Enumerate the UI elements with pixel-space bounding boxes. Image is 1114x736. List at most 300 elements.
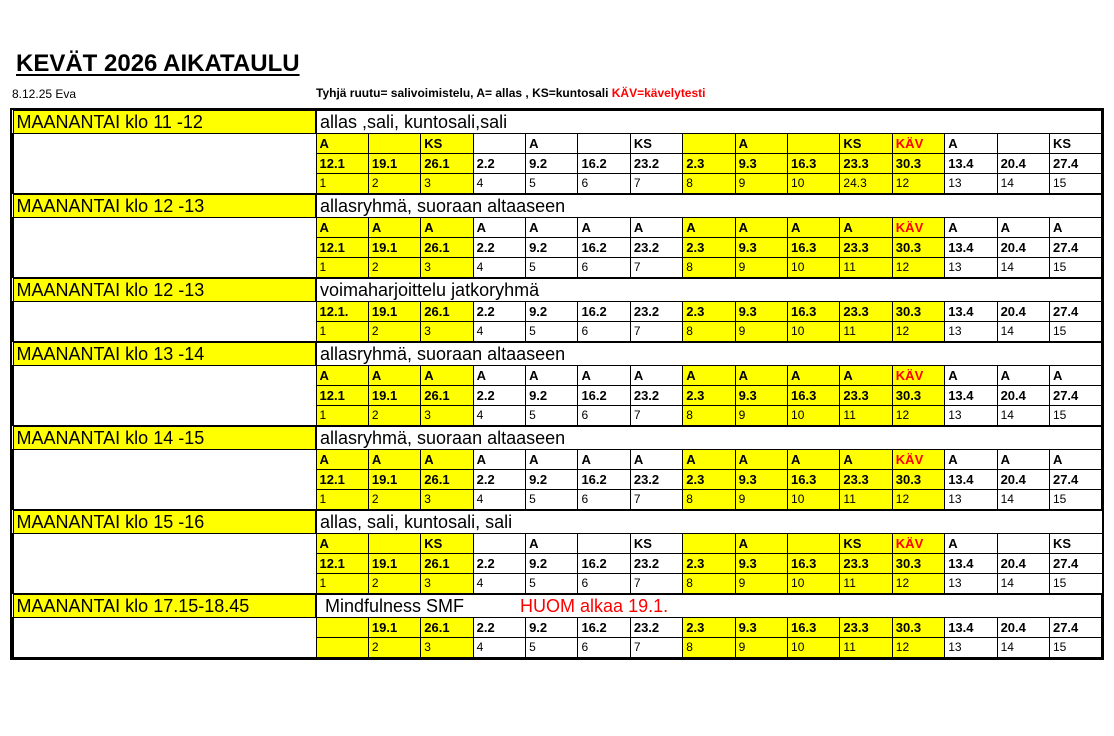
- num-cell: 10: [788, 490, 840, 510]
- date-cell: 16.3: [788, 154, 840, 174]
- date-cell: 26.1: [421, 386, 473, 406]
- date-cell: 12.1: [316, 470, 368, 490]
- num-cell: 15: [1049, 322, 1101, 342]
- num-cell: 12: [892, 174, 944, 194]
- type-cell: A: [368, 366, 420, 386]
- num-cell: 5: [526, 258, 578, 278]
- date-cell: 12.1: [316, 386, 368, 406]
- date-cell: [316, 618, 368, 638]
- schedule-block: [12, 594, 1102, 658]
- date-cell: 9.2: [526, 302, 578, 322]
- table-row: [13, 366, 1102, 386]
- description-text: allasryhmä, suoraan altaaseen: [320, 344, 566, 364]
- type-cell: KÄV: [892, 134, 944, 154]
- date-cell: 2.2: [473, 154, 525, 174]
- num-cell: 1: [316, 258, 368, 278]
- type-cell: A: [735, 366, 787, 386]
- num-cell: 12: [892, 322, 944, 342]
- date-cell: 19.1: [368, 386, 420, 406]
- date-cell: 13.4: [945, 386, 997, 406]
- date-cell: 20.4: [997, 386, 1049, 406]
- type-cell: A: [368, 218, 420, 238]
- date-cell: 23.3: [840, 386, 892, 406]
- num-cell: 4: [473, 258, 525, 278]
- date-cell: 27.4: [1049, 238, 1101, 258]
- num-cell: 1: [316, 174, 368, 194]
- type-cell: A: [630, 366, 682, 386]
- table-row: [13, 134, 1102, 154]
- num-cell: 8: [683, 490, 735, 510]
- type-cell: A: [735, 218, 787, 238]
- type-cell: [997, 534, 1049, 554]
- num-cell: 12: [892, 638, 944, 658]
- num-cell: 6: [578, 174, 630, 194]
- type-cell: A: [840, 450, 892, 470]
- blank-cell: [13, 534, 316, 594]
- description-text: allas, sali, kuntosali, sali: [320, 512, 513, 532]
- type-cell: KS: [630, 134, 682, 154]
- type-cell: A: [945, 366, 997, 386]
- num-cell: 10: [788, 322, 840, 342]
- type-cell: A: [368, 450, 420, 470]
- type-cell: KÄV: [892, 366, 944, 386]
- description-text: Mindfulness SMF: [320, 596, 465, 616]
- num-cell: 15: [1049, 574, 1102, 594]
- type-cell: KS: [840, 534, 892, 554]
- date-cell: 9.3: [735, 154, 787, 174]
- page-title: KEVÄT 2026 AIKATAULU: [16, 50, 300, 77]
- num-cell: 13: [945, 490, 997, 510]
- num-cell: 7: [630, 638, 682, 658]
- num-cell: 11: [840, 490, 892, 510]
- date-cell: 16.3: [788, 238, 840, 258]
- date-cell: 12.1.: [316, 302, 368, 322]
- num-cell: 8: [683, 258, 735, 278]
- date-cell: 30.3: [892, 618, 944, 638]
- date-cell: 16.2: [578, 302, 630, 322]
- date-cell: 27.4: [1049, 470, 1101, 490]
- num-cell: 5: [526, 638, 578, 658]
- num-cell: 8: [683, 638, 735, 658]
- num-cell: 14: [997, 322, 1049, 342]
- type-cell: KS: [1049, 534, 1102, 554]
- group-name: MAANANTAI klo 12 -13: [13, 195, 316, 218]
- type-cell: A: [945, 450, 997, 470]
- type-cell: A: [945, 218, 997, 238]
- num-cell: 5: [526, 174, 578, 194]
- date-cell: 26.1: [421, 554, 473, 574]
- schedule-block: [12, 510, 1103, 594]
- num-cell: [316, 638, 368, 658]
- num-cell: 7: [630, 258, 682, 278]
- num-cell: 2: [368, 174, 420, 194]
- schedule-block: [12, 194, 1102, 278]
- type-cell: A: [683, 450, 735, 470]
- date-cell: 30.3: [892, 470, 944, 490]
- num-cell: 9: [735, 574, 787, 594]
- type-cell: A: [526, 134, 578, 154]
- num-cell: 11: [840, 574, 892, 594]
- date-cell: 16.3: [788, 302, 840, 322]
- date-cell: 23.3: [840, 302, 892, 322]
- num-cell: 9: [735, 174, 787, 194]
- date-cell: 23.3: [840, 618, 892, 638]
- type-cell: [578, 134, 630, 154]
- num-cell: 11: [840, 322, 892, 342]
- date-cell: 23.2: [630, 302, 682, 322]
- type-cell: [473, 534, 525, 554]
- date-cell: 27.4: [1049, 386, 1101, 406]
- num-cell: 9: [735, 638, 787, 658]
- date-cell: 9.2: [526, 154, 578, 174]
- date-cell: 16.3: [788, 470, 840, 490]
- num-cell: 3: [421, 322, 473, 342]
- blank-cell: [13, 450, 316, 510]
- description-text: voimaharjoittelu jatkoryhmä: [320, 280, 540, 300]
- type-cell: A: [997, 450, 1049, 470]
- num-cell: 14: [997, 258, 1049, 278]
- date-cell: 9.2: [526, 470, 578, 490]
- legend: [316, 86, 706, 100]
- num-cell: 2: [368, 258, 420, 278]
- type-cell: A: [578, 450, 630, 470]
- date-cell: 16.2: [578, 386, 630, 406]
- type-cell: A: [788, 450, 840, 470]
- date-cell: 20.4: [997, 238, 1049, 258]
- num-cell: 11: [840, 258, 892, 278]
- table-row: [13, 534, 1102, 554]
- type-cell: A: [316, 450, 368, 470]
- type-cell: [788, 134, 840, 154]
- date-cell: 2.3: [683, 238, 735, 258]
- num-cell: 1: [316, 406, 368, 426]
- type-cell: [683, 134, 735, 154]
- num-cell: 6: [578, 638, 630, 658]
- date-cell: 12.1: [316, 554, 368, 574]
- date-cell: 27.4: [1049, 154, 1102, 174]
- date-cell: 16.3: [788, 554, 840, 574]
- date-cell: 23.3: [840, 470, 892, 490]
- type-cell: A: [683, 366, 735, 386]
- num-cell: 4: [473, 574, 525, 594]
- type-cell: KÄV: [892, 534, 944, 554]
- type-cell: KS: [421, 134, 473, 154]
- num-cell: 3: [421, 174, 473, 194]
- date-cell: 9.3: [735, 302, 787, 322]
- num-cell: 2: [368, 574, 420, 594]
- schedule-table: [10, 108, 1104, 660]
- num-cell: 5: [526, 322, 578, 342]
- date-cell: 2.2: [473, 386, 525, 406]
- date-cell: 23.2: [630, 554, 682, 574]
- num-cell: 9: [735, 406, 787, 426]
- num-cell: 6: [578, 258, 630, 278]
- date-cell: 19.1: [368, 554, 420, 574]
- date-cell: 16.2: [578, 238, 630, 258]
- description-text: allas ,sali, kuntosali,sali: [320, 112, 508, 132]
- type-cell: A: [788, 218, 840, 238]
- type-cell: A: [630, 218, 682, 238]
- type-cell: KS: [1049, 134, 1102, 154]
- num-cell: 6: [578, 490, 630, 510]
- description-note: HUOM alkaa 19.1.: [520, 596, 669, 616]
- type-cell: A: [316, 218, 368, 238]
- date-cell: 20.4: [997, 618, 1049, 638]
- legend-text: Tyhjä ruutu= salivoimistelu, A= allas , KS=kuntosali: [316, 86, 612, 100]
- num-cell: 1: [316, 490, 368, 510]
- date-cell: 9.2: [526, 618, 578, 638]
- num-cell: 6: [578, 406, 630, 426]
- type-cell: A: [316, 366, 368, 386]
- type-cell: A: [526, 218, 578, 238]
- num-cell: 15: [1049, 258, 1101, 278]
- num-cell: 7: [630, 490, 682, 510]
- group-description: [316, 279, 1102, 302]
- type-cell: A: [473, 366, 525, 386]
- date-cell: 12.1: [316, 154, 368, 174]
- date-cell: 23.2: [630, 154, 682, 174]
- date-cell: 19.1: [368, 154, 420, 174]
- type-cell: A: [735, 534, 787, 554]
- date-cell: 16.2: [578, 554, 630, 574]
- group-description: [316, 511, 1102, 534]
- type-cell: A: [997, 218, 1049, 238]
- num-cell: 7: [630, 174, 682, 194]
- date-cell: 27.4: [1049, 554, 1102, 574]
- date-cell: 26.1: [421, 238, 473, 258]
- group-description: [316, 111, 1102, 134]
- num-cell: 14: [997, 406, 1049, 426]
- num-cell: 14: [997, 174, 1049, 194]
- num-cell: 1: [316, 574, 368, 594]
- date-cell: 9.2: [526, 386, 578, 406]
- num-cell: 3: [421, 406, 473, 426]
- type-cell: A: [578, 218, 630, 238]
- type-cell: A: [735, 450, 787, 470]
- blank-cell: [13, 218, 316, 278]
- num-cell: 12: [892, 574, 944, 594]
- num-cell: 13: [945, 322, 997, 342]
- type-cell: A: [1049, 450, 1101, 470]
- type-cell: A: [945, 534, 997, 554]
- num-cell: 15: [1049, 174, 1102, 194]
- group-name: MAANANTAI klo 17.15-18.45: [13, 595, 316, 618]
- num-cell: 3: [421, 490, 473, 510]
- group-name: MAANANTAI klo 12 -13: [13, 279, 316, 302]
- date-cell: 19.1: [368, 618, 420, 638]
- num-cell: 15: [1049, 406, 1101, 426]
- num-cell: 3: [421, 258, 473, 278]
- type-cell: KÄV: [892, 450, 944, 470]
- date-cell: 23.3: [840, 238, 892, 258]
- type-cell: KS: [421, 534, 473, 554]
- type-cell: [473, 134, 525, 154]
- date-cell: 20.4: [997, 470, 1049, 490]
- legend-walking-test: KÄV=kävelytesti: [611, 86, 706, 100]
- num-cell: 5: [526, 490, 578, 510]
- date-cell: 2.3: [683, 154, 735, 174]
- type-cell: [997, 134, 1049, 154]
- num-cell: 7: [630, 406, 682, 426]
- date-cell: 26.1: [421, 470, 473, 490]
- date-author: 8.12.25 Eva: [12, 87, 77, 101]
- type-cell: A: [473, 218, 525, 238]
- num-cell: 8: [683, 574, 735, 594]
- date-cell: 13.4: [945, 470, 997, 490]
- num-cell: 9: [735, 322, 787, 342]
- num-cell: 5: [526, 406, 578, 426]
- date-cell: 2.3: [683, 470, 735, 490]
- type-cell: A: [421, 218, 473, 238]
- date-cell: 9.2: [526, 554, 578, 574]
- group-name: MAANANTAI klo 13 -14: [13, 343, 316, 366]
- table-row: [13, 218, 1102, 238]
- date-cell: 2.2: [473, 302, 525, 322]
- num-cell: 13: [945, 258, 997, 278]
- date-cell: 27.4: [1049, 302, 1101, 322]
- type-cell: A: [840, 218, 892, 238]
- date-cell: 13.4: [945, 238, 997, 258]
- date-cell: 9.2: [526, 238, 578, 258]
- date-cell: 23.3: [840, 554, 892, 574]
- schedule-block: [12, 278, 1102, 342]
- num-cell: 1: [316, 322, 368, 342]
- date-cell: 30.3: [892, 238, 944, 258]
- type-cell: A: [578, 366, 630, 386]
- num-cell: 14: [997, 490, 1049, 510]
- schedule-block: [12, 110, 1102, 194]
- num-cell: 4: [473, 490, 525, 510]
- date-cell: 16.3: [788, 618, 840, 638]
- num-cell: 11: [840, 406, 892, 426]
- num-cell: 10: [788, 638, 840, 658]
- num-cell: 14: [997, 638, 1049, 658]
- num-cell: 9: [735, 490, 787, 510]
- num-cell: 4: [473, 406, 525, 426]
- num-cell: 6: [578, 322, 630, 342]
- date-cell: 2.3: [683, 618, 735, 638]
- date-cell: 30.3: [892, 386, 944, 406]
- date-cell: 19.1: [368, 302, 420, 322]
- date-cell: 20.4: [997, 554, 1049, 574]
- blank-cell: [13, 366, 316, 426]
- schedule-block: [12, 342, 1102, 426]
- date-cell: 20.4: [997, 154, 1049, 174]
- num-cell: 10: [788, 174, 840, 194]
- type-cell: A: [1049, 218, 1101, 238]
- date-cell: 30.3: [892, 554, 944, 574]
- date-cell: 23.2: [630, 470, 682, 490]
- type-cell: A: [945, 134, 997, 154]
- num-cell: 8: [683, 174, 735, 194]
- type-cell: A: [735, 134, 787, 154]
- description-text: allasryhmä, suoraan altaaseen: [320, 196, 566, 216]
- table-row: [13, 450, 1102, 470]
- date-cell: 2.2: [473, 470, 525, 490]
- num-cell: 8: [683, 322, 735, 342]
- type-cell: A: [526, 534, 578, 554]
- date-cell: 20.4: [997, 302, 1049, 322]
- type-cell: KS: [840, 134, 892, 154]
- group-name: MAANANTAI klo 14 -15: [13, 427, 316, 450]
- description-text: allasryhmä, suoraan altaaseen: [320, 428, 566, 448]
- date-cell: 12.1: [316, 238, 368, 258]
- type-cell: A: [473, 450, 525, 470]
- blank-cell: [13, 618, 316, 658]
- table-row: [13, 302, 1102, 322]
- date-cell: 26.1: [421, 618, 473, 638]
- num-cell: 4: [473, 638, 525, 658]
- num-cell: 2: [368, 322, 420, 342]
- num-cell: 7: [630, 574, 682, 594]
- group-description: [316, 427, 1102, 450]
- date-cell: 16.2: [578, 470, 630, 490]
- type-cell: A: [788, 366, 840, 386]
- num-cell: 8: [683, 406, 735, 426]
- date-cell: 30.3: [892, 154, 944, 174]
- num-cell: 3: [421, 638, 473, 658]
- date-cell: 23.2: [630, 386, 682, 406]
- type-cell: A: [840, 366, 892, 386]
- num-cell: 5: [526, 574, 578, 594]
- num-cell: 10: [788, 574, 840, 594]
- date-cell: 16.2: [578, 154, 630, 174]
- group-name: MAANANTAI klo 11 -12: [13, 111, 316, 134]
- num-cell: 2: [368, 638, 420, 658]
- group-description: [316, 343, 1102, 366]
- type-cell: A: [630, 450, 682, 470]
- date-cell: 16.3: [788, 386, 840, 406]
- type-cell: A: [526, 366, 578, 386]
- num-cell: 10: [788, 258, 840, 278]
- date-cell: 26.1: [421, 302, 473, 322]
- group-description: [316, 595, 1102, 618]
- date-cell: 13.4: [945, 154, 997, 174]
- type-cell: [368, 534, 420, 554]
- type-cell: A: [316, 134, 368, 154]
- date-cell: 9.3: [735, 238, 787, 258]
- date-cell: 23.2: [630, 238, 682, 258]
- date-cell: 9.3: [735, 470, 787, 490]
- type-cell: [368, 134, 420, 154]
- type-cell: A: [683, 218, 735, 238]
- num-cell: 15: [1049, 490, 1101, 510]
- type-cell: [788, 534, 840, 554]
- type-cell: [578, 534, 630, 554]
- num-cell: 4: [473, 174, 525, 194]
- date-cell: 13.4: [945, 554, 997, 574]
- type-cell: A: [316, 534, 368, 554]
- num-cell: 11: [840, 638, 892, 658]
- date-cell: 19.1: [368, 238, 420, 258]
- num-cell: 2: [368, 490, 420, 510]
- num-cell: 15: [1049, 638, 1102, 658]
- date-cell: 9.3: [735, 554, 787, 574]
- num-cell: 4: [473, 322, 525, 342]
- type-cell: A: [421, 366, 473, 386]
- blank-cell: [13, 302, 316, 342]
- date-cell: 2.3: [683, 302, 735, 322]
- date-cell: 2.2: [473, 238, 525, 258]
- date-cell: 9.3: [735, 386, 787, 406]
- num-cell: 10: [788, 406, 840, 426]
- num-cell: 24.3: [840, 174, 892, 194]
- type-cell: A: [1049, 366, 1101, 386]
- date-cell: 23.3: [840, 154, 892, 174]
- date-cell: 27.4: [1049, 618, 1102, 638]
- type-cell: KS: [630, 534, 682, 554]
- num-cell: 12: [892, 406, 944, 426]
